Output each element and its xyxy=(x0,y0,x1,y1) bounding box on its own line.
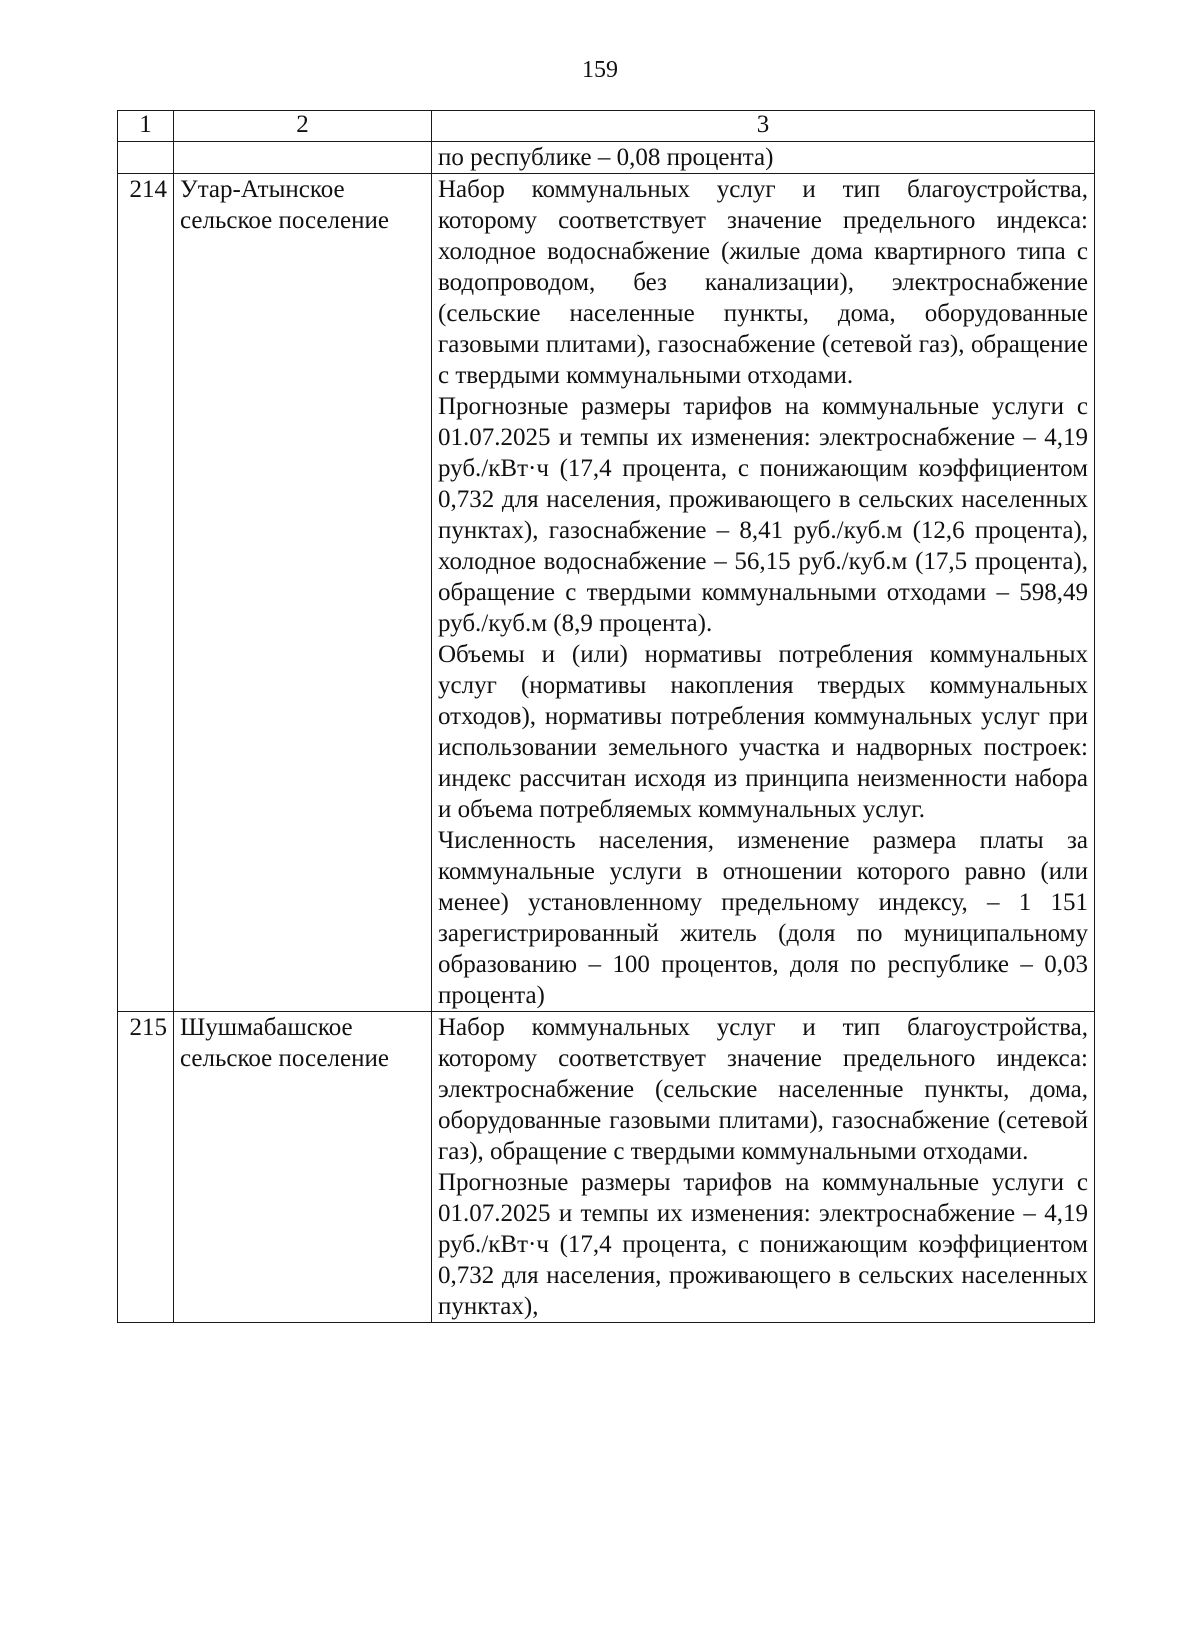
settlement-name: Утар-Атынское сельское поселение xyxy=(174,174,432,1012)
row-content: по республике – 0,08 процента) xyxy=(432,142,1095,174)
paragraph-services-set: Набор коммунальных услуг и тип благоустройства, которому соответствует значение предельного индекса: холодное водоснабжение (жилые дома квартирного типа с водопроводом, без канализации), электроснабжение (сельские населенные пункты, дома, оборудованные газовыми плитами), газоснабжение (сетевой газ), обращение с твердыми коммунальными отходами. xyxy=(438,176,1088,389)
row-content xyxy=(432,174,1095,1012)
table-row-continuation xyxy=(118,142,1095,174)
paragraph-population: Численность населения, изменение размера платы за коммунальные услуги в отношении которого равно (или менее) установленному предельному индексу, – 1 151 зарегистрированный житель (доля по муниципальному образованию – 100 процентов, доля по республике – 0,03 процента) xyxy=(438,827,1088,1009)
row-number xyxy=(118,142,174,174)
header-col-1: 1 xyxy=(118,111,174,142)
tariff-table xyxy=(117,110,1095,1323)
table-row-215 xyxy=(118,1012,1095,1323)
table-row-214 xyxy=(118,174,1095,1012)
paragraph-volumes: Объемы и (или) нормативы потребления коммунальных услуг (нормативы накопления твердых коммунальных отходов), нормативы потребления коммунальных услуг при использовании земельного участка и надворных построек: индекс рассчитан исходя из принципа неизменности набора и объема потребляемых коммунальных услуг. xyxy=(438,641,1088,823)
row-number: 214 xyxy=(118,174,174,1012)
settlement-name xyxy=(174,142,432,174)
header-col-2: 2 xyxy=(174,111,432,142)
row-content xyxy=(432,1012,1095,1323)
page-number: 159 xyxy=(582,57,618,83)
paragraph-services-set: Набор коммунальных услуг и тип благоустройства, которому соответствует значение предельного индекса: электроснабжение (сельские населенные пункты, дома, оборудованные газовыми плитами), газоснабжение (сетевой газ), обращение с твердыми коммунальными отходами. xyxy=(438,1014,1088,1165)
settlement-name: Шушмабашское сельское поселение xyxy=(174,1012,432,1323)
row-number: 215 xyxy=(118,1012,174,1323)
paragraph-tariffs: Прогнозные размеры тарифов на коммунальные услуги с 01.07.2025 и темпы их изменения: электроснабжение – 4,19 руб./кВт·ч (17,4 процента, с понижающим коэффициентом 0,732 для населения, проживающего в сельских населенных пунктах), xyxy=(438,1169,1088,1320)
table-header-row xyxy=(118,111,1095,142)
paragraph-tariffs: Прогнозные размеры тарифов на коммунальные услуги с 01.07.2025 и темпы их изменения: электроснабжение – 4,19 руб./кВт·ч (17,4 процента, с понижающим коэффициентом 0,732 для населения, проживающего в сельских населенных пунктах), газоснабжение – 8,41 руб./куб.м (12,6 процента), холодное водоснабжение – 56,15 руб./куб.м (17,5 процента), обращение с твердыми коммунальными отходами – 598,49 руб./куб.м (8,9 процента). xyxy=(438,393,1088,637)
header-col-3: 3 xyxy=(432,111,1095,142)
